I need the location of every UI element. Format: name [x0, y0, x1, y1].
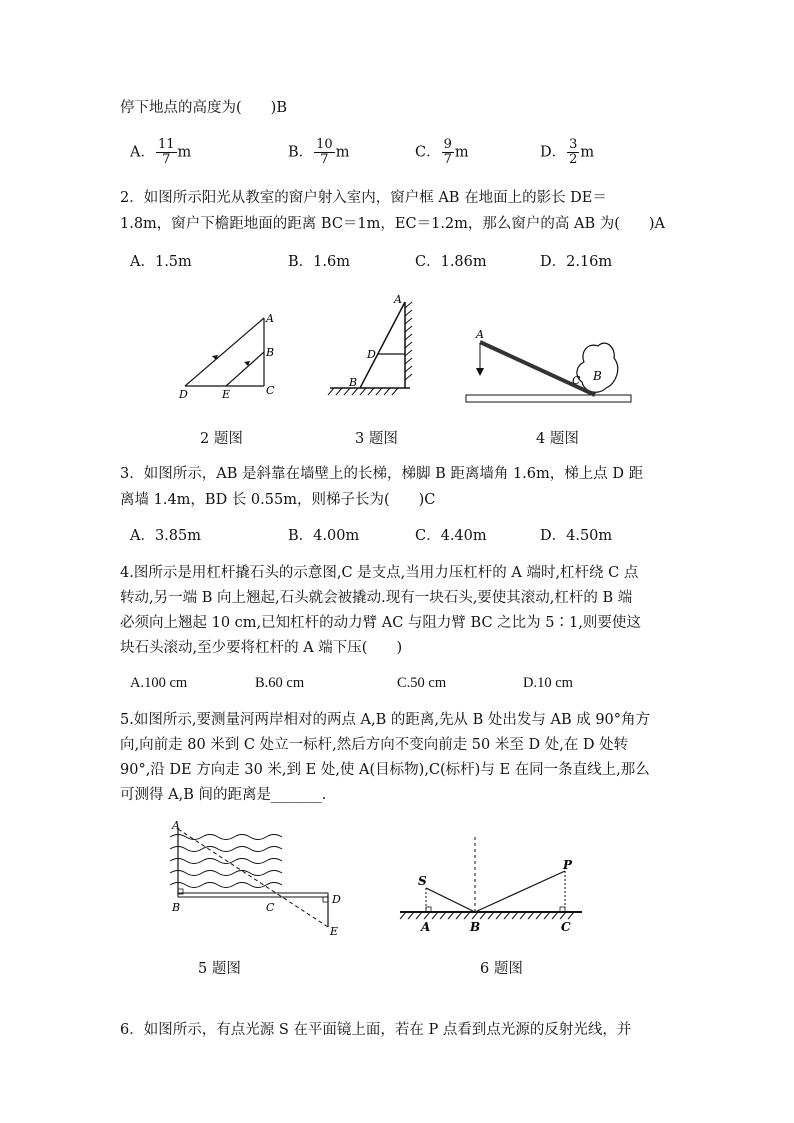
q4-stem-line2: 转动,另一端 B 向上翘起,石头就会被撬动.现有一块石头,要使其滚动,杠杆的 B 端	[120, 590, 633, 606]
fig2-ray-be	[226, 352, 264, 386]
q1-option-d: D． $\frac{3}{2}$ m	[540, 137, 595, 167]
figure-6	[400, 837, 582, 934]
fig2-label-c: C	[266, 384, 275, 397]
fig5-label-b: B	[172, 901, 181, 914]
fig5-label-d: D	[332, 893, 341, 906]
q5-stem-line2: 向,向前走 80 米到 C 处立一标杆,然后方向不变向前走 50 米至 D 处,在 D 处转	[120, 737, 629, 753]
fig4-label-a: A	[476, 328, 484, 341]
figure-2	[178, 312, 275, 401]
figure-4	[466, 328, 631, 402]
q2-option-d: D．2.16m	[540, 254, 613, 270]
q3-stem-line1: 3．如图所示，AB 是斜靠在墙壁上的长梯，梯脚 B 距离墙角 1.6m，梯上点 D 距	[120, 466, 644, 482]
fig5-label-c: C	[266, 901, 275, 914]
fig2-label-e: E	[222, 388, 231, 401]
q3-stem-line2: 离墙 1.4m，BD 长 0.55m，则梯子长为( )C	[120, 492, 436, 508]
figure-5	[170, 819, 341, 938]
fig3-label-a: A	[394, 293, 402, 306]
q2-option-b: B．1.6m	[288, 254, 350, 270]
q1-option-c: C． $\frac{9}{7}$ m	[415, 137, 469, 167]
fig3-caption: 3 题图	[355, 431, 398, 447]
fig6-label-p: P	[563, 858, 573, 872]
q5-stem-line3: 90°,沿 DE 方向走 30 米,到 E 处,使 A(目标物),C(标杆)与 E 在同一条直线上,那么	[120, 762, 650, 778]
fig4-ground-board	[466, 395, 631, 402]
fig6-caption: 6 题图	[480, 961, 523, 977]
fig3-wall-hatch	[405, 302, 412, 380]
fig5-label-e: E	[330, 925, 339, 938]
fig3-ground-hatch	[328, 388, 398, 395]
q4-option-d: D.10 cm	[523, 675, 573, 691]
fig3-ladder	[360, 302, 405, 388]
fig2-ray-ad	[185, 318, 264, 386]
fig4-rock	[577, 343, 618, 392]
q4-option-a: A.100 cm	[130, 675, 188, 691]
fig6-ray-sb	[426, 888, 475, 912]
q2-option-c: C．1.86m	[415, 254, 487, 270]
q4-stem-line4: 块石头滚动,至少要将杠杆的 A 端下压( )	[120, 640, 403, 656]
fig3-label-b: B	[349, 376, 358, 389]
q4-stem-line1: 4.图所示是用杠杆撬石头的示意图,C 是支点,当用力压杠杆的 A 端时,杠杆绕 C 点	[120, 565, 639, 581]
fig5-caption: 5 题图	[198, 961, 241, 977]
q1-option-a: A． $\frac{11}{7}$ m	[130, 137, 192, 167]
fig4-force-arrow	[476, 368, 484, 376]
fig4-label-c: C	[572, 374, 581, 387]
fig6-label-b: B	[470, 920, 481, 934]
q3-option-b: B．4.00m	[288, 528, 360, 544]
q5-stem-line1: 5.如图所示,要测量河两岸相对的两点 A,B 的距离,先从 B 处出发与 AB 成 90°角方	[120, 712, 651, 728]
fig6-label-c: C	[561, 920, 571, 934]
fig4-caption: 4 题图	[536, 431, 579, 447]
figures-row-2	[160, 815, 600, 945]
fig2-caption: 2 题图	[200, 431, 243, 447]
fig4-label-b: B	[593, 369, 602, 383]
q4-option-c: C.50 cm	[397, 675, 447, 691]
q4-stem-line3: 必须向上翘起 10 cm,已知杠杆的动力臂 AC 与阻力臂 BC 之比为 5∶1,则要使这	[120, 615, 641, 631]
fig5-bank-bc	[178, 893, 328, 897]
fig6-label-a: A	[421, 920, 431, 934]
q3-option-a: A．3.85m	[130, 528, 202, 544]
figure-3	[328, 293, 412, 395]
q2-stem-line2: 1.8m，窗户下檐距地面的距离 BC＝1m，EC＝1.2m，那么窗户的高 AB 为( )A	[120, 216, 666, 232]
q3-option-d: D．4.50m	[540, 528, 613, 544]
fig5-river-waves	[170, 835, 282, 888]
q2-stem-line1: 2．如图所示阳光从教室的窗户射入室内，窗户框 AB 在地面上的影长 DE＝	[120, 190, 607, 206]
q6-stem-line1: 6．如图所示，有点光源 S 在平面镜上面，若在 P 点看到点光源的反射光线，并	[120, 1022, 632, 1038]
fig5-right-angle-d	[323, 897, 328, 902]
fig5-label-a: A	[172, 819, 180, 832]
q1-option-b: B． $\frac{10}{7}$ m	[288, 137, 350, 167]
fig2-arrow-1	[212, 355, 218, 360]
q4-option-b: B.60 cm	[255, 675, 305, 691]
fig2-label-d: D	[179, 388, 188, 401]
q2-option-a: A．1.5m	[130, 254, 192, 270]
fig2-label-a: A	[266, 312, 274, 325]
figures-row-1	[170, 292, 640, 410]
fig6-mirror-hatch	[400, 912, 574, 919]
fig2-label-b: B	[266, 346, 275, 359]
fig5-sightline-ace	[178, 829, 328, 927]
q5-stem-line4: 可测得 A,B 间的距离是_______.	[120, 787, 327, 803]
fig6-label-s: S	[418, 874, 427, 888]
q3-option-c: C．4.40m	[415, 528, 487, 544]
fig6-ray-bp	[475, 871, 565, 912]
q1-stem-tail: 停下地点的高度为( )B	[120, 100, 287, 116]
fig3-label-d: D	[367, 348, 376, 361]
